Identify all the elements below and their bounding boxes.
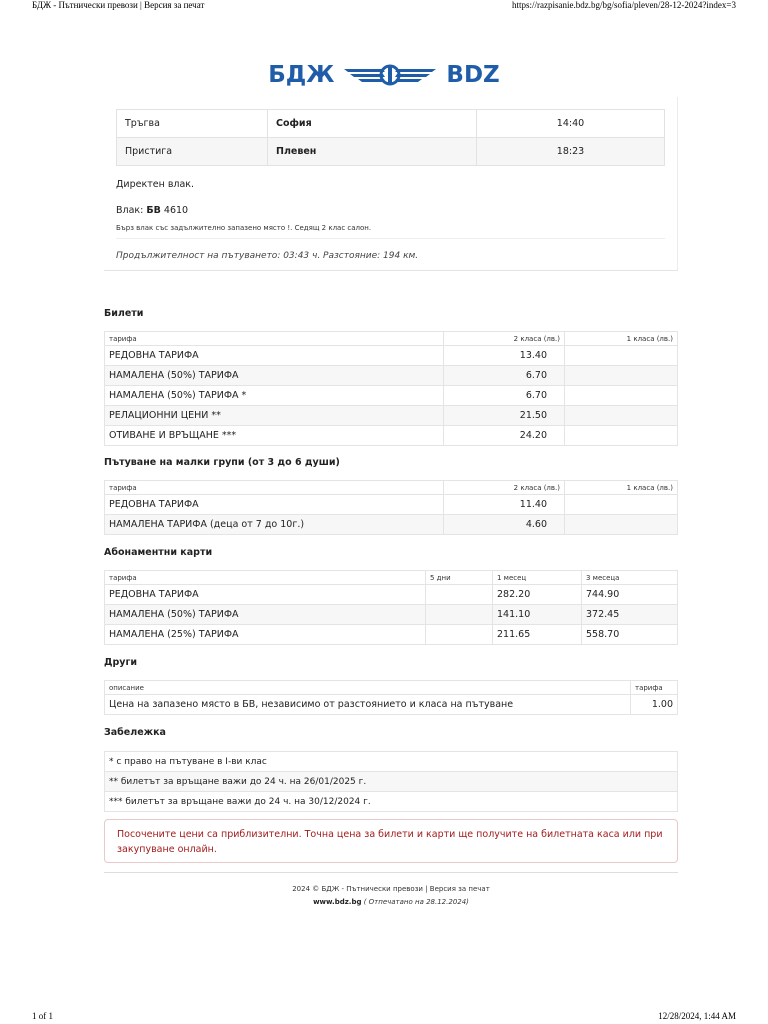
col-header: 1 месец [493,571,582,585]
train-info [116,205,665,216]
tariff-name: РЕЛАЦИОННИ ЦЕНИ ** [105,406,444,426]
depart-time: 14:40 [477,110,665,138]
tickets-heading: Билети [104,308,144,319]
depart-label: Тръгва [117,110,268,138]
price-3-months: 558.70 [582,625,678,645]
table-row [105,386,678,406]
print-header-url: https://razpisanie.bdz.bg/bg/sofia/pleven/28-12-2024?index=3 [511,0,736,10]
price-1-month: 141.10 [493,605,582,625]
winged-wheel-icon [342,62,438,88]
price-class2: 24.20 [444,426,565,446]
table-row [105,625,678,645]
col-header: тарифа [105,571,426,585]
table-header [105,681,678,695]
subscriptions-section [104,570,678,645]
page-footer [104,872,678,909]
price-class1 [565,386,678,406]
tariff-name: РЕДОВНА ТАРИФА [105,585,426,605]
arrive-time: 18:23 [477,138,665,166]
col-header: 2 класа (лв.) [444,332,565,346]
col-header: 3 месеца [582,571,678,585]
subscriptions-table [104,570,678,645]
groups-table [104,480,678,535]
route-table [116,109,665,166]
other-table [104,680,678,715]
route-box [104,97,678,271]
col-header: тарифа [105,481,444,495]
price-class2: 6.70 [444,366,565,386]
price-3-months: 744.90 [582,585,678,605]
col-header: тарифа [631,681,678,695]
tariff-name: НАМАЛЕНА (50%) ТАРИФА [105,366,444,386]
price-3-months: 372.45 [582,605,678,625]
notes-table [104,751,678,812]
footer-copyright: 2024 © БДЖ - Пътнически превози | Версия за печат [292,885,490,893]
price-class2: 6.70 [444,386,565,406]
price-class2: 13.40 [444,346,565,366]
page-content [104,97,678,906]
groups-section [104,480,678,535]
price-class1 [565,346,678,366]
train-description: Бърз влак със задължително запазено място !. Седящ 2 клас салон. [116,224,665,239]
price-class1 [565,495,678,515]
note-row [105,752,678,772]
print-header [0,0,768,14]
col-header: тарифа [105,332,444,346]
print-footer [0,1011,768,1024]
price-5-days [426,585,493,605]
note-row [105,792,678,812]
tariff-name: НАМАЛЕНА (25%) ТАРИФА [105,625,426,645]
price-class2: 4.60 [444,515,565,535]
table-row [105,346,678,366]
notes-heading: Забележка [104,727,166,738]
table-header [105,332,678,346]
print-footer-datetime: 12/28/2024, 1:44 AM [658,1011,736,1021]
other-description: Цена на запазено място в БВ, независимо от разстоянието и класа на пътуване [105,695,631,715]
table-header [105,481,678,495]
footer-site-link[interactable]: www.bdz.bg [313,898,362,906]
arrive-station: Плевен [268,138,477,166]
note-row [105,772,678,792]
price-class1 [565,426,678,446]
price-5-days [426,605,493,625]
table-row [105,495,678,515]
print-footer-page: 1 of 1 [32,1011,53,1021]
tickets-section [104,331,678,446]
table-row [105,426,678,446]
price-1-month: 211.65 [493,625,582,645]
table-row [105,605,678,625]
other-price: 1.00 [631,695,678,715]
train-label: Влак: [116,205,144,216]
price-class1 [565,366,678,386]
price-class1 [565,406,678,426]
route-row-arrive [117,138,665,166]
depart-station: София [268,110,477,138]
price-class1 [565,515,678,535]
price-5-days [426,625,493,645]
note-text: ** билетът за връщане важи до 24 ч. на 26/01/2025 г. [105,772,678,792]
table-header [105,571,678,585]
bdz-logo [0,58,768,92]
note-text: *** билетът за връщане важи до 24 ч. на 30/12/2024 г. [105,792,678,812]
price-disclaimer-alert: Посочените цени са приблизителни. Точна цена за билети и карти ще получите на билетната каса или при закупуване онлайн. [104,819,678,863]
logo-text-bg: БДЖ [268,62,335,88]
table-row [105,695,678,715]
notes-section [104,751,678,812]
table-row [105,406,678,426]
other-heading: Други [104,657,138,668]
price-class2: 11.40 [444,495,565,515]
price-1-month: 282.20 [493,585,582,605]
logo-text-en: BDZ [446,62,500,88]
tariff-name: НАМАЛЕНА (50%) ТАРИФА * [105,386,444,406]
groups-heading: Пътуване на малки групи (от 3 до 6 души) [104,457,340,468]
price-class2: 21.50 [444,406,565,426]
tariff-name: НАМАЛЕНА (50%) ТАРИФА [105,605,426,625]
table-row [105,585,678,605]
col-header: 1 класа (лв.) [565,481,678,495]
arrive-label: Пристига [117,138,268,166]
train-type: БВ [146,205,161,216]
col-header: 5 дни [426,571,493,585]
table-row [105,515,678,535]
note-text: * с право на пътуване в I-ви клас [105,752,678,772]
tariff-name: РЕДОВНА ТАРИФА [105,495,444,515]
tariff-name: НАМАЛЕНА ТАРИФА (деца от 7 до 10г.) [105,515,444,535]
tariff-name: РЕДОВНА ТАРИФА [105,346,444,366]
footer-printed-date: ( Отпечатано на 28.12.2024) [363,898,469,906]
col-header: 1 класа (лв.) [565,332,678,346]
tickets-table [104,331,678,446]
trip-duration: Продължителност на пътуването: 03:43 ч. Разстояние: 194 км. [116,251,419,261]
table-row [105,366,678,386]
subscriptions-heading: Абонаментни карти [104,547,213,558]
col-header: описание [105,681,631,695]
route-row-depart [117,110,665,138]
print-header-title: БДЖ - Пътнически превози | Версия за печат [32,0,205,10]
train-number: 4610 [163,205,189,216]
col-header: 2 класа (лв.) [444,481,565,495]
footer-site-line [104,896,678,909]
direct-train-text: Директен влак. [116,179,195,190]
other-section [104,680,678,715]
tariff-name: ОТИВАНЕ И ВРЪЩАНЕ *** [105,426,444,446]
